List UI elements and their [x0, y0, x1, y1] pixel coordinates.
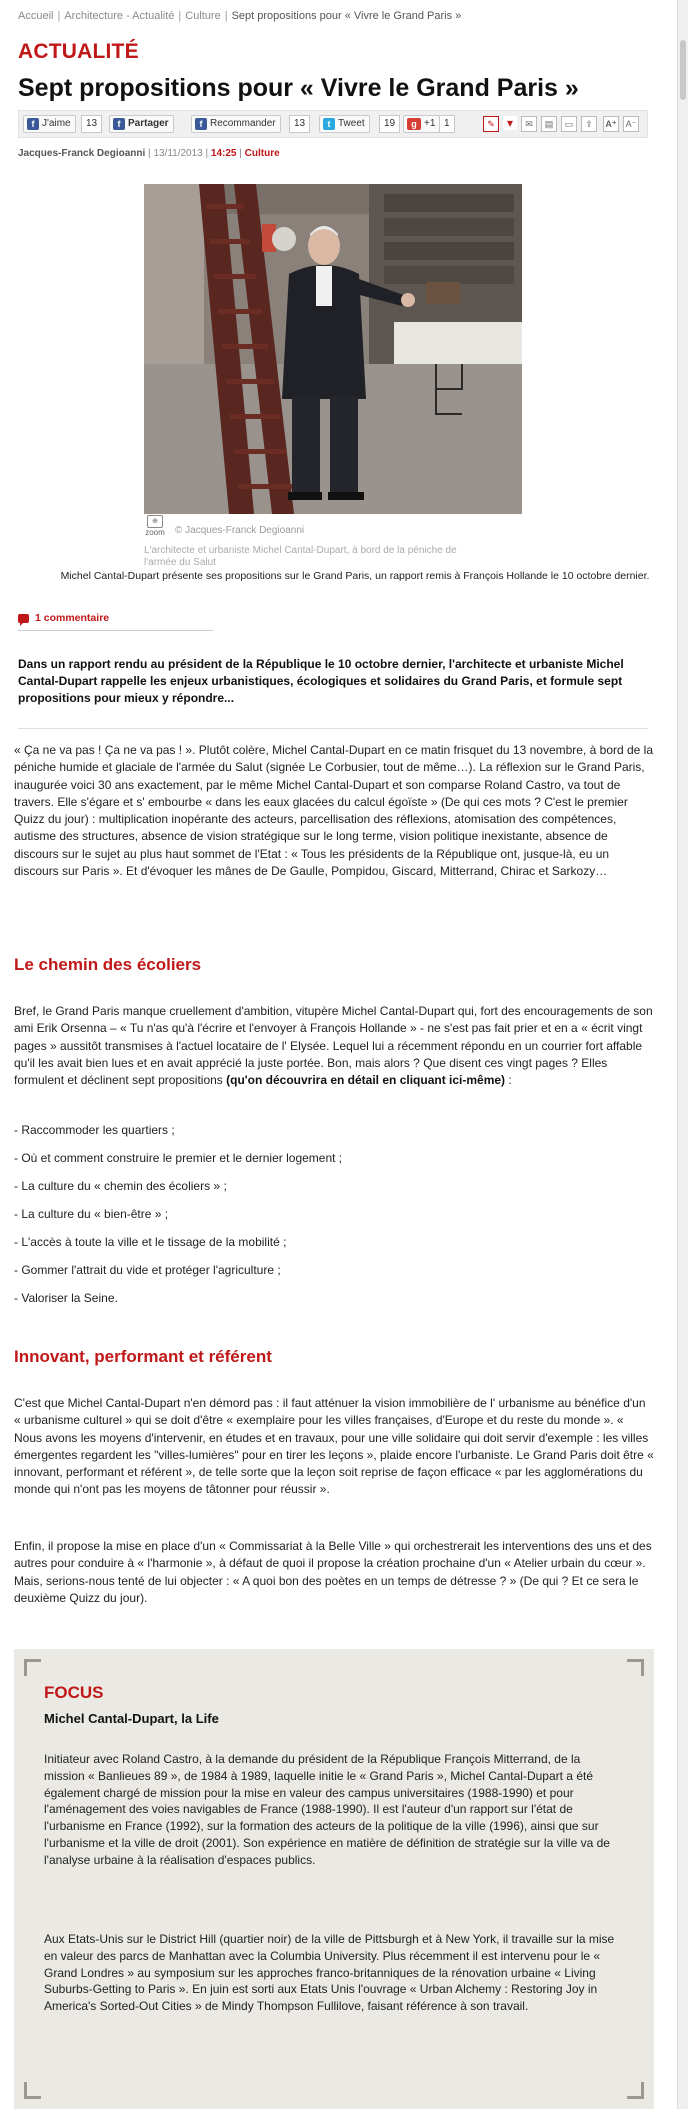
paragraph-commissariat: Enfin, il propose la mise en place d'un « Commissariat à la Belle Ville » qui orchestrerait les interventions des uns et des autres pour conduire à « l'harmonie », à défaut de quoi il propose la création prochaine d'un « Atelier urbain du cœur ». Mais, serions-nous tenté de lui objecter : « A quoi bon des poètes en un temps de détresse ? » (De qui ? Et ce sera le deuxième Quizz du jour).: [14, 1539, 652, 1605]
list-item: - La culture du « chemin des écoliers » ;: [14, 1179, 227, 1193]
rubric-link[interactable]: Culture: [244, 148, 280, 159]
paragraph-end: :: [505, 1073, 512, 1088]
photo-illustration: [144, 184, 522, 514]
focus-label: FOCUS: [44, 1683, 104, 1702]
section-kicker: ACTUALITÉ: [18, 40, 139, 63]
paragraph-text: Bref, le Grand Paris manque cruellement d'ambition, vitupère Michel Cantal-Dupart qui, fort des encouragements de son ami Erik Orsenna – « Tu n'as qu'à l'écrire et l'envoyer à François Hollande » - ne s'est pas fait prier et en a « écrit vingt pages » aussitôt transmises à l'actuel locataire de l' Elysée. Lequel lui a récemment répondu en un courrier fort affable qu'il les avait bien lues et en avait apprécié la juste portée. Bon, mais alors ? Que disent ces vingt pages ? Elles formulent et déclinent sept propositions: [14, 1004, 653, 1088]
corner-decoration: [627, 1659, 644, 1676]
gplus-label: +1: [424, 118, 436, 129]
breadcrumb-culture[interactable]: Culture: [185, 10, 221, 22]
like-label: J'aime: [42, 118, 71, 129]
gplus-icon: g: [407, 118, 421, 130]
facebook-recommend-button[interactable]: [191, 115, 281, 133]
subheading-chemin: Le chemin des écoliers: [14, 955, 202, 974]
comments-link[interactable]: [18, 612, 213, 631]
publish-date: 13/11/2013: [153, 148, 203, 159]
photo-legend: L'architecte et urbaniste Michel Cantal-Dupart, à bord de la péniche de l'armée du Salut: [144, 545, 457, 568]
font-decrease-icon[interactable]: A⁻: [623, 116, 639, 132]
comment-bubble-icon: [18, 614, 29, 623]
share-bar: [18, 110, 648, 138]
photo-credit: © Jacques-Franck Degioanni: [175, 525, 305, 536]
gplus-count: 1: [439, 115, 455, 133]
tweet-count: 19: [379, 115, 400, 133]
facebook-icon: f: [113, 118, 125, 130]
facebook-like-button[interactable]: [23, 115, 76, 133]
page-title: Sept propositions pour « Vivre le Grand Paris »: [18, 74, 579, 102]
publish-time: 14:25: [210, 148, 237, 159]
recommend-count: 13: [289, 115, 310, 133]
focus-paragraph-2: Aux Etats-Unis sur le District Hill (quartier noir) de la ville de Pittsburgh et à New York, il travaille sur la mise en valeur des parcs de Manhattan avec la Columbia University. Plus récemment il est intervenu pour le « Grand Londres » au symposium sur les approches franco-britanniques de la rénovation urbaine « Living Suburbs-Getting to Paris ». En juin est sorti aux Etats Unis l'ouvrage « Urban Alchemy : Restoring Joy in America's Sorted-Out Cities » de Mindy Thompson Fullilove, faisant référence à son travail.: [44, 1932, 615, 2014]
facebook-share-button[interactable]: [109, 115, 174, 133]
author[interactable]: Jacques-Franck Degioanni: [18, 148, 146, 159]
breadcrumb-architecture[interactable]: Architecture - Actualité: [64, 10, 175, 22]
list-item: - La culture du « bien-être » ;: [14, 1207, 169, 1221]
breadcrumb-current: Sept propositions pour « Vivre le Grand Paris »: [231, 10, 462, 22]
share-label: Partager: [128, 118, 169, 129]
tweet-label: Tweet: [338, 118, 365, 129]
list-item: - Valoriser la Seine.: [14, 1291, 118, 1305]
propositions-detail-link[interactable]: (qu'on découvrira en détail en cliquant ici-même): [226, 1073, 506, 1088]
paragraph-urbanisme-culturel: C'est que Michel Cantal-Dupart n'en démord pas : il faut atténuer la vision immobilière de l' urbanisme au bénéfice d'un « urbanisme culturel » qui se doit d'être « exemplaire pour les villes françaises, d'Europe et du reste du monde ». « Nous avons les moyens d'intervenir, en études et en travaux, pour une ville solidaire qui doit servir d'exemple : les villes émergentes regardent les "villes-lumières" pour en tirer les leçons », plaide encore l'urbaniste. Le Grand Paris doit être « innovant, performant et référent », de telle sorte que la leçon soit reprise de façon efficace « par les agglomérations du monde qui n'ont pas les moyens de tâtonner pour réussir ».: [14, 1396, 654, 1497]
twitter-icon: t: [323, 118, 335, 130]
breadcrumb-home[interactable]: Accueil: [18, 10, 54, 22]
pin-icon[interactable]: ▾: [503, 116, 517, 130]
divider: [18, 728, 648, 729]
paragraph-intro: « Ça ne va pas ! Ça ne va pas ! ». Plutôt colère, Michel Cantal-Dupart en ce matin frisquet du 13 novembre, à bord de la péniche humide et glaciale de l'armée du Salut (signée Le Corbusier, tout de même…). La réflexion sur le Grand Paris, inaugurée voici 30 ans exactement, par le même Michel Cantal-Dupart et son comparse Roland Castro, va tout de travers. Elle s'égare et s' embourbe « dans les eaux glacées du calcul égoïste » (De qui ces mots ? C'est le premier Quizz du jour) : multiplication inopérante des acteurs, parcellisation des réflexions, atomisation des compétences, autisme des structures, absence de vision stratégique sur le long terme, vision politique inexistante, absence de discours sur le sujet au plus haut sommet de l'Etat : « Tous les présidents de la République ont, jusque-là, eu un discours sur Paris ». Et d'évoquer les mânes de De Gaulle, Pompidou, Giscard, Mitterrand, Chirac et Sarkozy…: [14, 743, 654, 879]
like-count: 13: [81, 115, 102, 133]
print-icon[interactable]: ▤: [541, 116, 557, 132]
subheading-innovant: Innovant, performant et référent: [14, 1347, 272, 1366]
gplus-button[interactable]: [403, 115, 440, 133]
share-icon[interactable]: ⇪: [581, 116, 597, 132]
focus-paragraph-1: Initiateur avec Roland Castro, à la demande du président de la République François Mitterrand, de la mission « Banlieues 89 », de 1984 à 1989, laquelle initie le « Grand Paris », Michel Cantal-Dupart a été également chargé de mission pour la mise en valeur des campus universitaires (1988-1990) et pour l'aménagement des voies navigables de France (1988-1990). Il est l'auteur d'un rapport sur l'état de l'urbanisme en France (1992), sur la formation des acteurs de la politique de la ville (1996), ainsi que sur l'urbanisme et la ville de droit (2001). Son expérience en matière de définition de stratégie sur la ville va de l'analyse urbaine à la réalisation d'espaces publics.: [44, 1752, 610, 1867]
save-icon[interactable]: ▭: [561, 116, 577, 132]
facebook-icon: f: [195, 118, 207, 130]
comments-count: 1 commentaire: [35, 612, 110, 624]
list-item: - Où et comment construire le premier et le dernier logement ;: [14, 1151, 343, 1165]
comment-icon[interactable]: ✎: [483, 116, 499, 132]
article-lead: Dans un rapport rendu au président de la République le 10 octobre dernier, l'architecte et urbaniste Michel Cantal-Dupart rappelle les enjeux urbanistiques, écologiques et solidaires du Grand Paris, et formule sept propositions pour mieux y répondre...: [18, 657, 624, 705]
scrollbar[interactable]: [677, 0, 688, 2109]
corner-decoration: [627, 2082, 644, 2099]
magnifier-icon: ⊕: [147, 515, 163, 528]
focus-box: [14, 1649, 654, 2109]
byline: Jacques-Franck Degioanni | 13/11/2013 | 14:25 | Culture: [18, 148, 280, 159]
list-item: - Raccommoder les quartiers ;: [14, 1123, 175, 1137]
corner-decoration: [24, 1659, 41, 1676]
font-increase-icon[interactable]: A⁺: [603, 116, 619, 132]
photo-caption: Michel Cantal-Dupart présente ses propositions sur le Grand Paris, un rapport remis à François Hollande le 10 octobre dernier.: [60, 570, 650, 582]
scrollbar-thumb[interactable]: [680, 40, 686, 100]
zoom-button[interactable]: [144, 515, 166, 535]
article-photo[interactable]: [144, 184, 522, 514]
list-item: - L'accès à toute la ville et le tissage de la mobilité ;: [14, 1235, 287, 1249]
corner-decoration: [24, 2082, 41, 2099]
breadcrumb: Accueil | Architecture - Actualité | Culture | Sept propositions pour « Vivre le Grand Paris »: [18, 10, 462, 22]
facebook-icon: f: [27, 118, 39, 130]
mail-icon[interactable]: ✉: [521, 116, 537, 132]
list-item: - Gommer l'attrait du vide et protéger l'agriculture ;: [14, 1263, 281, 1277]
paragraph-propositions: [14, 1003, 654, 1089]
recommend-label: Recommander: [210, 118, 276, 129]
tweet-button[interactable]: [319, 115, 370, 133]
focus-title: Michel Cantal-Dupart, la Life: [44, 1711, 219, 1726]
zoom-label: zoom: [145, 528, 165, 537]
